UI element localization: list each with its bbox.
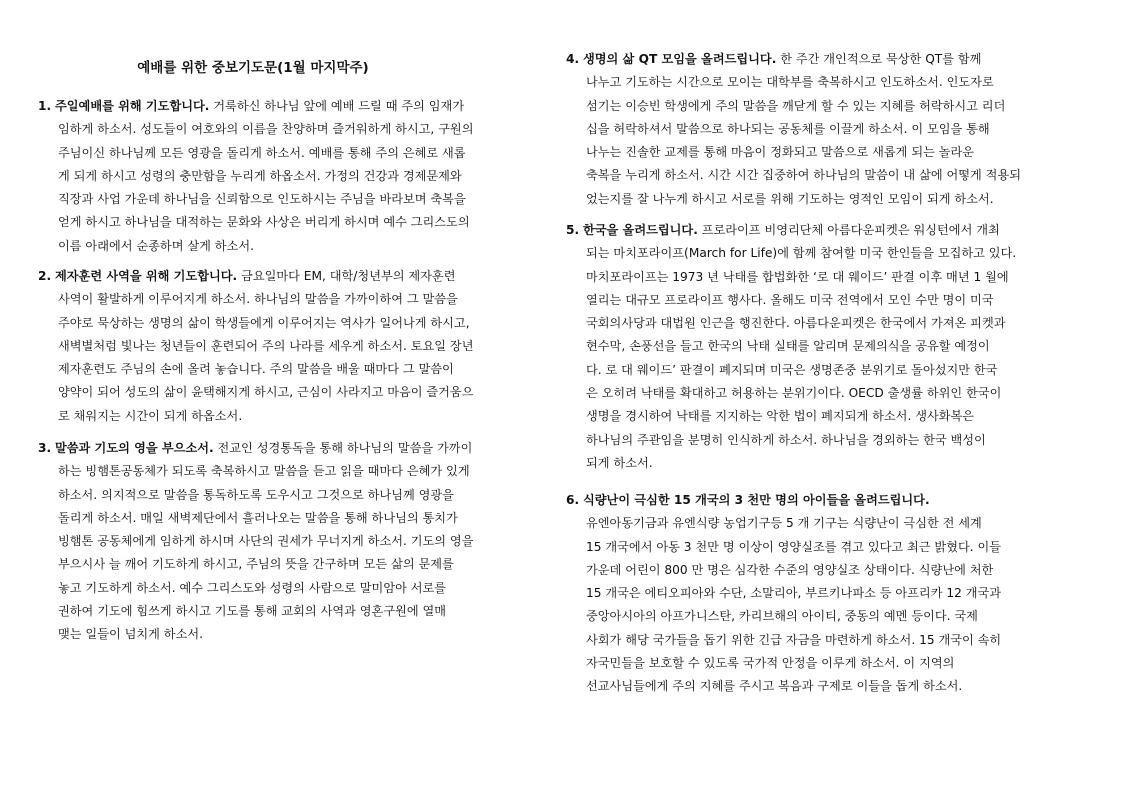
item-text: 거룩하신 하나님 앞에 예배 드릴 때 주의 임재가 xyxy=(209,99,465,113)
item-line: 임하게 하소서. 성도들이 여호와의 이름을 찬양하며 즐거워하게 하시고, 구원의 xyxy=(58,122,474,137)
item-heading: 식량난이 극심한 15 개국의 3 천만 명의 아이들을 올려드립니다. xyxy=(583,493,930,507)
prayer-item xyxy=(38,437,548,647)
item-line: 놓고 기도하게 하소서. 예수 그리스도와 성령의 사람으로 말미암아 서로를 xyxy=(58,580,447,595)
item-line: 섬기는 이승빈 학생에게 주의 말씀을 깨닫게 할 수 있는 지혜를 허락하시고 리더 xyxy=(586,98,1006,113)
item-line: 하나님의 주관임을 분명히 인식하게 하소서. 하나님을 경외하는 한국 백성이 xyxy=(586,432,986,447)
item-text: 한 주간 개인적으로 묵상한 QT를 함께 xyxy=(776,52,982,66)
item-line: 유엔아동기금과 유엔식량 농업기구등 5 개 기구는 식량난이 극심한 전 세계 xyxy=(586,516,982,531)
item-line: 은 오히려 낙태를 확대하고 허용하는 분위기이다. OECD 출생률 하위인 한국이 xyxy=(586,386,1002,401)
item-line: 하는 빙햄톤공동체가 되도록 축복하시고 말씀을 듣고 읽을 때마다 은혜가 있게 xyxy=(58,464,470,479)
item-line: 맺는 일들이 넘치게 하소서. xyxy=(58,627,204,642)
item-line: 축복을 누리게 하소서. 시간 시간 집중하여 하나님의 말씀이 내 삶에 어떻게 적용되 xyxy=(586,168,1022,183)
item-number: 1. xyxy=(38,99,52,113)
item-line: 었는지를 잘 나누게 하시고 서로를 위해 기도하는 영적인 모임이 되게 하소서. xyxy=(586,191,994,206)
item-line: 돌리게 하소서. 매일 새벽제단에서 흘러나오는 말씀을 통해 하나님의 통치가 xyxy=(58,510,458,525)
prayer-item xyxy=(38,265,548,428)
item-heading: 생명의 삶 QT 모임을 올려드립니다. xyxy=(583,52,777,66)
item-line: 되게 하소서. xyxy=(586,455,653,470)
item-number: 3. xyxy=(38,441,52,455)
item-heading: 한국을 올려드립니다. xyxy=(583,223,698,237)
item-first-line xyxy=(38,95,548,118)
item-line: 빙햄톤 공동체에게 임하게 하시며 사단의 권세가 무너지게 하소서. 기도의 영을 xyxy=(58,534,474,549)
item-line: 직장과 사업 가운데 하나님을 신뢰함으로 인도하시는 주님을 바라보며 축복을 xyxy=(58,192,466,207)
item-line: 마치포라이프는 1973 년 낙태를 합법화한 ‘로 대 웨이드’ 판결 이후 매년 1 월에 xyxy=(586,269,1009,284)
item-line: 로 채워지는 시간이 되게 하옵소서. xyxy=(58,408,243,423)
item-number: 2. xyxy=(38,269,52,283)
item-line: 현수막, 손풍선을 들고 한국의 낙태 실태를 알리며 문제의식을 공유할 예정이 xyxy=(586,339,990,354)
item-line: 새벽별처럼 빛나는 청년들이 훈련되어 주의 나라를 세우게 하소서. 토요일 장년 xyxy=(58,338,474,353)
item-line: 15 개국은 에티오피아와 수단, 소말리아, 부르키나파소 등 아프리카 12 개국과 xyxy=(586,586,1002,601)
item-line: 주야로 묵상하는 생명의 삶이 학생들에게 이루어지는 역사가 일어나게 하시고, xyxy=(58,315,470,330)
item-line: 다. 로 대 웨이드’ 판결이 폐지되며 미국은 생명존중 분위기로 돌아섰지만 한국 xyxy=(586,362,998,377)
item-first-line xyxy=(38,265,548,288)
item-line: 양약이 되어 성도의 삶이 윤택해지게 하시고, 근심이 사라지고 마음이 즐거움으 xyxy=(58,385,474,400)
item-first-line xyxy=(38,437,548,460)
item-heading: 주일예배를 위해 기도합니다. xyxy=(55,99,210,113)
item-line: 부으시사 늘 깨어 기도하게 하시고, 주님의 뜻을 간구하며 모든 삶의 문제를 xyxy=(58,557,454,572)
item-line: 중앙아시아의 아프가니스탄, 카리브해의 아이티, 중동의 예멘 등이다. 국제 xyxy=(586,609,978,624)
item-line: 열리는 대규모 프로라이프 행사다. 올해도 미국 전역에서 모인 수만 명이 미국 xyxy=(586,292,994,307)
item-number: 6. xyxy=(566,493,580,507)
item-number: 5. xyxy=(566,223,580,237)
item-number: 4. xyxy=(566,52,580,66)
prayer-item xyxy=(566,219,1076,475)
item-first-line xyxy=(566,489,1076,512)
item-line: 나누고 기도하는 시간으로 모이는 대학부를 축복하시고 인도하소서. 인도자로 xyxy=(586,75,994,90)
item-line: 생명을 경시하여 낙태를 지지하는 악한 법이 폐지되게 하소서. 생사화복은 xyxy=(586,409,975,424)
item-line: 주님이신 하나님께 모든 영광을 돌리게 하소서. 예배를 통해 주의 은혜로 새롭 xyxy=(58,145,466,160)
item-line: 십을 허락하셔서 말씀으로 하나되는 공동체를 이끌게 하소서. 이 모임을 통해 xyxy=(586,121,990,136)
item-first-line xyxy=(566,48,1076,71)
item-line: 선교사님들에게 주의 지혜를 주시고 복음과 구제로 이들을 돕게 하소서. xyxy=(586,679,963,694)
item-line: 가운데 어린이 800 만 명은 심각한 수준의 영양실조 상태이다. 식량난에 처한 xyxy=(586,562,994,577)
item-heading: 제자훈련 사역을 위해 기도합니다. xyxy=(55,269,238,283)
item-text: 프로라이프 비영리단체 아름다운피켓은 워싱턴에서 개최 xyxy=(697,223,1000,237)
item-line: 사회가 해당 국가들을 돕기 위한 긴급 자금을 마련하게 하소서. 15 개국이 속히 xyxy=(586,632,1002,647)
item-line: 나누는 진솔한 교제를 통해 마음이 정화되고 말씀으로 새롭게 되는 놀라운 xyxy=(586,145,975,160)
item-line: 권하여 기도에 힘쓰게 하시고 기도를 통해 교회의 사역과 영혼구원에 열매 xyxy=(58,604,447,619)
item-line: 자국민들을 보호할 수 있도록 국가적 안정을 이루게 하소서. 이 지역의 xyxy=(586,656,955,671)
prayer-item xyxy=(566,48,1076,211)
item-line: 이름 아래에서 순종하며 살게 하소서. xyxy=(58,238,254,253)
item-first-line xyxy=(566,219,1076,242)
item-line: 15 개국에서 아동 3 천만 명 이상이 영양실조를 겪고 있다고 최근 밝혔다. 이들 xyxy=(586,539,1002,554)
item-text: 전교인 성경통독을 통해 하나님의 말씀을 가까이 xyxy=(213,441,473,455)
item-line: 게 되게 하시고 성령의 충만함을 누리게 하옵소서. 가정의 건강과 경제문제와 xyxy=(58,168,462,183)
item-line: 되는 마치포라이프(March for Life)에 함께 참여할 미국 한인들을 모집하고 있다. xyxy=(586,246,1017,261)
item-heading: 말씀과 기도의 영을 부으소서. xyxy=(55,441,214,455)
prayer-item xyxy=(566,489,1076,699)
item-text: 금요일마다 EM, 대학/청년부의 제자훈련 xyxy=(237,269,456,283)
item-line: 제자훈련도 주님의 손에 올려 놓습니다. 주의 말씀을 배울 때마다 그 말씀이 xyxy=(58,362,454,377)
item-line: 얻게 하시고 하나님을 대적하는 문화와 사상은 버리게 하시며 예수 그리스도의 xyxy=(58,215,470,230)
item-line: 하소서. 의지적으로 말씀을 통독하도록 도우시고 그것으로 하나님께 영광을 xyxy=(58,487,454,502)
item-line: 국회의사당과 대법원 인근을 행진한다. 아름다운피켓은 한국에서 가져온 피켓과 xyxy=(586,316,1006,331)
document-title: 예배를 위한 중보기도문(1월 마지막주) xyxy=(137,60,369,76)
prayer-item xyxy=(38,95,548,258)
item-line: 사역이 활발하게 이루어지게 하소서. 하나님의 말씀을 가까이하여 그 말씀을 xyxy=(58,292,458,307)
